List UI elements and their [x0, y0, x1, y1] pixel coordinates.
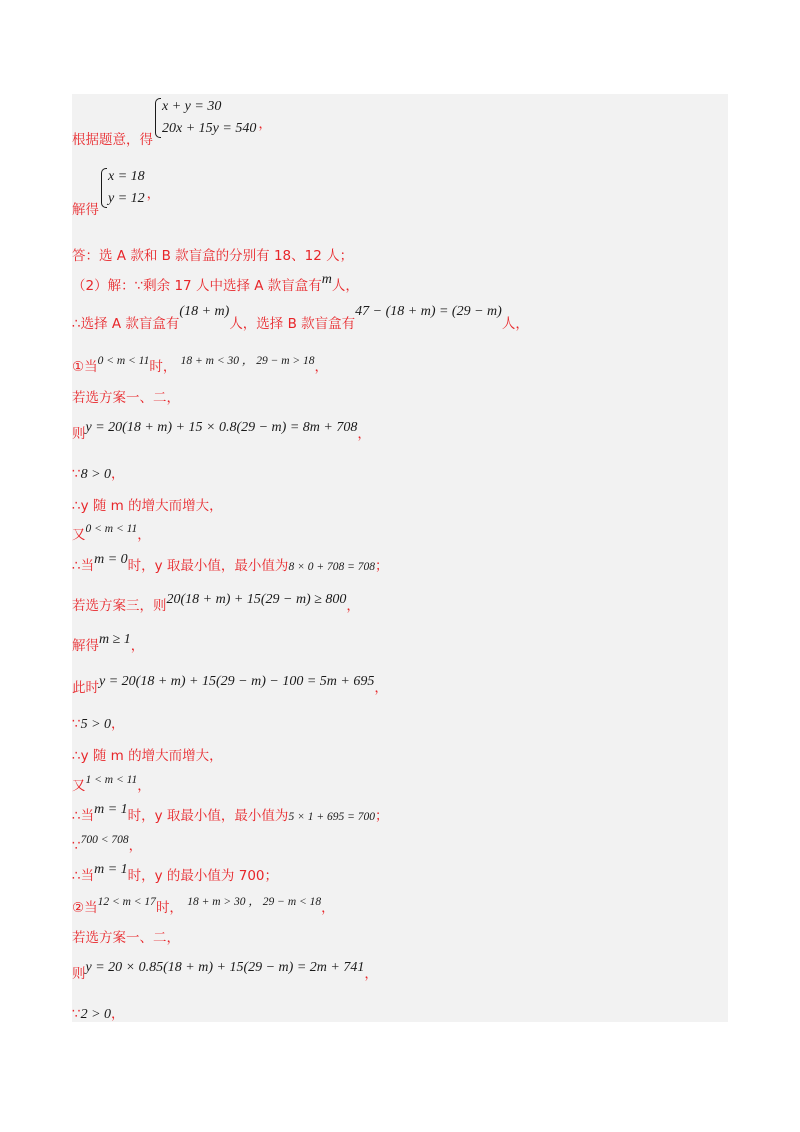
math-expression: y = 20 × 0.85(18 + m) + 15(29 − m) = 2m + 741: [85, 960, 365, 975]
punctuation: ，: [258, 116, 272, 132]
math-expression: (18 + m): [179, 304, 230, 319]
line-text: ，: [314, 359, 329, 375]
solution-line-23: 若选方案一、二，: [72, 930, 180, 946]
line-text: ，: [357, 426, 371, 442]
solution-line-19: [72, 804, 388, 825]
math-expression: 8 × 0 + 708 = 708: [288, 561, 375, 573]
math-expression: 5 × 1 + 695 = 700: [288, 811, 375, 823]
solution-line-13: [72, 594, 360, 615]
line-text: ∴当: [72, 558, 95, 574]
line-text: ∴选择 A 款盲盒有: [72, 316, 180, 332]
math-expression: 20(18 + m) + 15(29 − m) ≥ 800: [166, 592, 347, 607]
line-text: 解得: [72, 638, 99, 654]
line-text: 人，选择 B 款盲盒有: [229, 316, 356, 332]
line-text: 解得: [72, 202, 99, 218]
line-text: ；: [374, 558, 389, 574]
line-text: 时，: [149, 359, 177, 375]
solution-line-16: [72, 712, 125, 733]
solution-line-5: [72, 304, 529, 333]
solution-line-1: [72, 96, 272, 148]
line-text: ∴当: [72, 868, 95, 884]
solution-line-25: [72, 1002, 125, 1023]
line-text: ，: [130, 638, 145, 654]
line-text: 此时: [72, 680, 99, 696]
line-text: ∵: [72, 466, 81, 482]
case-2-line: [72, 896, 335, 916]
equation-system: [155, 96, 256, 140]
equation: 20x + 15y = 540: [162, 121, 257, 136]
line-text: 则: [72, 426, 86, 442]
line-text: ，: [111, 716, 125, 732]
line-text: ∵: [72, 838, 81, 854]
answer-line: 答：选 A 款和 B 款盲盒的分别有 18、12 人；: [72, 248, 354, 264]
solution-line-14: [72, 634, 144, 655]
line-text: ②当: [72, 900, 98, 916]
line-text: 人，: [331, 278, 359, 294]
math-expression: 5 > 0: [80, 717, 112, 732]
solution-line-18: [72, 774, 151, 794]
line-text: 时，y 取最小值，最小值为: [127, 808, 289, 824]
math-expression: 18 + m < 30 ， 29 − m > 18: [180, 355, 315, 367]
equation-system: [101, 166, 145, 210]
math-expression: 0 < m < 11: [85, 523, 138, 535]
math-expression: 2 > 0: [80, 1007, 112, 1022]
line-text: （2）解：∵剩余 17 人中选择 A 款盲盒有: [72, 278, 322, 294]
math-expression: 1 < m < 11: [85, 774, 138, 786]
line-text: ，: [346, 598, 360, 614]
punctuation: ，: [146, 186, 161, 202]
line-text: ，: [128, 838, 143, 854]
line-text: ；: [374, 808, 389, 824]
line-text: ∵: [72, 1006, 81, 1022]
math-expression: m: [321, 272, 332, 287]
equation: y = 12: [108, 191, 145, 206]
solution-line-10: ∴y 随 m 的增大而增大，: [72, 498, 223, 514]
line-text: 又: [72, 778, 86, 794]
solution-line-12: [72, 554, 388, 575]
math-expression: m ≥ 1: [99, 632, 131, 647]
math-expression: 700 < 708: [80, 834, 129, 846]
solution-line-8: [72, 422, 371, 443]
line-text: ，: [111, 466, 125, 482]
line-text: 根据题意，得: [72, 132, 153, 148]
solution-line-17: ∴y 随 m 的增大而增大，: [72, 748, 223, 764]
line-text: 时，y 的最小值为 700；: [127, 868, 278, 884]
line-text: ，: [364, 966, 378, 982]
line-text: 若选方案三，则: [72, 598, 167, 614]
solution-line-21: [72, 864, 278, 885]
solution-line-15: [72, 676, 388, 697]
solution-line-20: [72, 834, 142, 854]
line-text: 则: [72, 966, 86, 982]
solution-line-11: [72, 523, 151, 543]
line-text: 人，: [501, 316, 529, 332]
math-expression: 18 + m > 30 ， 29 − m < 18: [187, 896, 322, 908]
line-text: ∵: [72, 716, 81, 732]
solution-line-9: [72, 462, 125, 483]
math-expression: y = 20(18 + m) + 15 × 0.8(29 − m) = 8m + 708: [85, 420, 358, 435]
line-text: ，: [321, 900, 335, 916]
math-expression: 0 < m < 11: [97, 355, 150, 367]
line-text: 时，y 取最小值，最小值为: [127, 558, 289, 574]
solution-line-7: 若选方案一、二，: [72, 390, 180, 406]
line-text: 又: [72, 527, 86, 543]
math-expression: m = 1: [94, 862, 128, 877]
math-expression: 12 < m < 17: [97, 896, 156, 908]
line-text: ，: [374, 680, 388, 696]
case-1-line: [72, 355, 328, 375]
line-text: ，: [137, 527, 151, 543]
line-text: ，: [137, 778, 151, 794]
math-expression: m = 0: [94, 552, 128, 567]
solution-line-4: [72, 274, 359, 295]
solution-line-2: [72, 166, 161, 218]
equation: x = 18: [108, 169, 145, 184]
line-text: ∴当: [72, 808, 95, 824]
line-text: ①当: [72, 359, 98, 375]
line-text: 时，: [155, 900, 183, 916]
math-expression: 8 > 0: [80, 467, 112, 482]
math-expression: 47 − (18 + m) = (29 − m): [355, 304, 502, 319]
solution-line-24: [72, 962, 378, 983]
math-expression: y = 20(18 + m) + 15(29 − m) − 100 = 5m + 695: [99, 674, 375, 689]
line-text: ，: [111, 1006, 125, 1022]
equation: x + y = 30: [162, 99, 222, 114]
math-expression: m = 1: [94, 802, 128, 817]
